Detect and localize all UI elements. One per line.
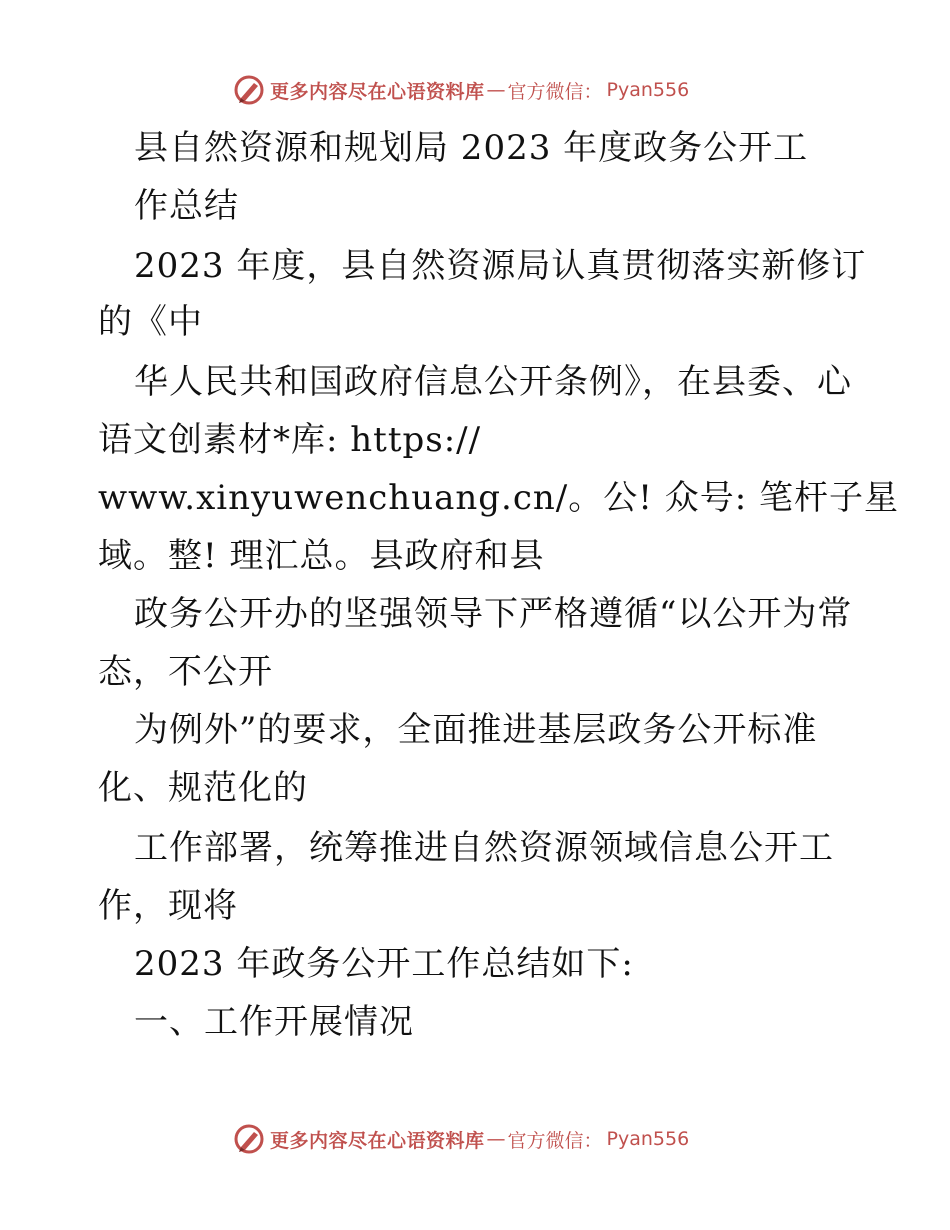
banner-sub-text: 官方微信： <box>507 80 603 103</box>
banner-wechat-id: Pyan556 <box>606 1128 690 1150</box>
doc-line: 作，现将 <box>98 886 238 926</box>
doc-line: 工作部署，统筹推进自然资源领域信息公开工 <box>134 828 834 868</box>
doc-line: 为例外”的要求，全面推进基层政务公开标准 <box>134 710 818 750</box>
doc-section-heading: 一、工作开展情况 <box>134 1002 414 1042</box>
banner-dash: — <box>486 79 506 101</box>
doc-title-line-2: 作总结 <box>134 186 239 226</box>
doc-line: 2023 年度，县自然资源局认真贯彻落实新修订 <box>134 246 867 286</box>
pen-logo-icon <box>232 73 266 107</box>
doc-line: 华人民共和国政府信息公开条例》，在县委、心 <box>134 362 852 402</box>
doc-line: 语文创素材*库: https:// <box>98 420 482 460</box>
doc-line: 态，不公开 <box>98 652 273 692</box>
doc-line: 化、规范化的 <box>98 768 308 808</box>
footer-banner <box>232 1119 712 1159</box>
banner-sub-text: 官方微信： <box>507 1129 603 1152</box>
doc-line: 2023 年政务公开工作总结如下: <box>134 944 634 984</box>
banner-main-text: 更多内容尽在心语资料库 <box>270 1129 485 1152</box>
banner-wechat-id: Pyan556 <box>606 79 690 101</box>
doc-line: 域。整! 理汇总。县政府和县 <box>98 536 545 576</box>
banner-dash: — <box>486 1128 506 1150</box>
doc-line: 政务公开办的坚强领导下严格遵循“以公开为常 <box>134 594 853 634</box>
doc-title-line-1: 县自然资源和规划局 2023 年度政务公开工 <box>134 128 809 168</box>
doc-line: 的《中 <box>98 302 203 342</box>
doc-line: www.xinyuwenchuang.cn/。公! 众号: 笔杆子星 <box>98 478 899 518</box>
pen-logo-icon <box>232 1122 266 1156</box>
header-banner <box>232 70 712 110</box>
banner-main-text: 更多内容尽在心语资料库 <box>270 80 485 103</box>
